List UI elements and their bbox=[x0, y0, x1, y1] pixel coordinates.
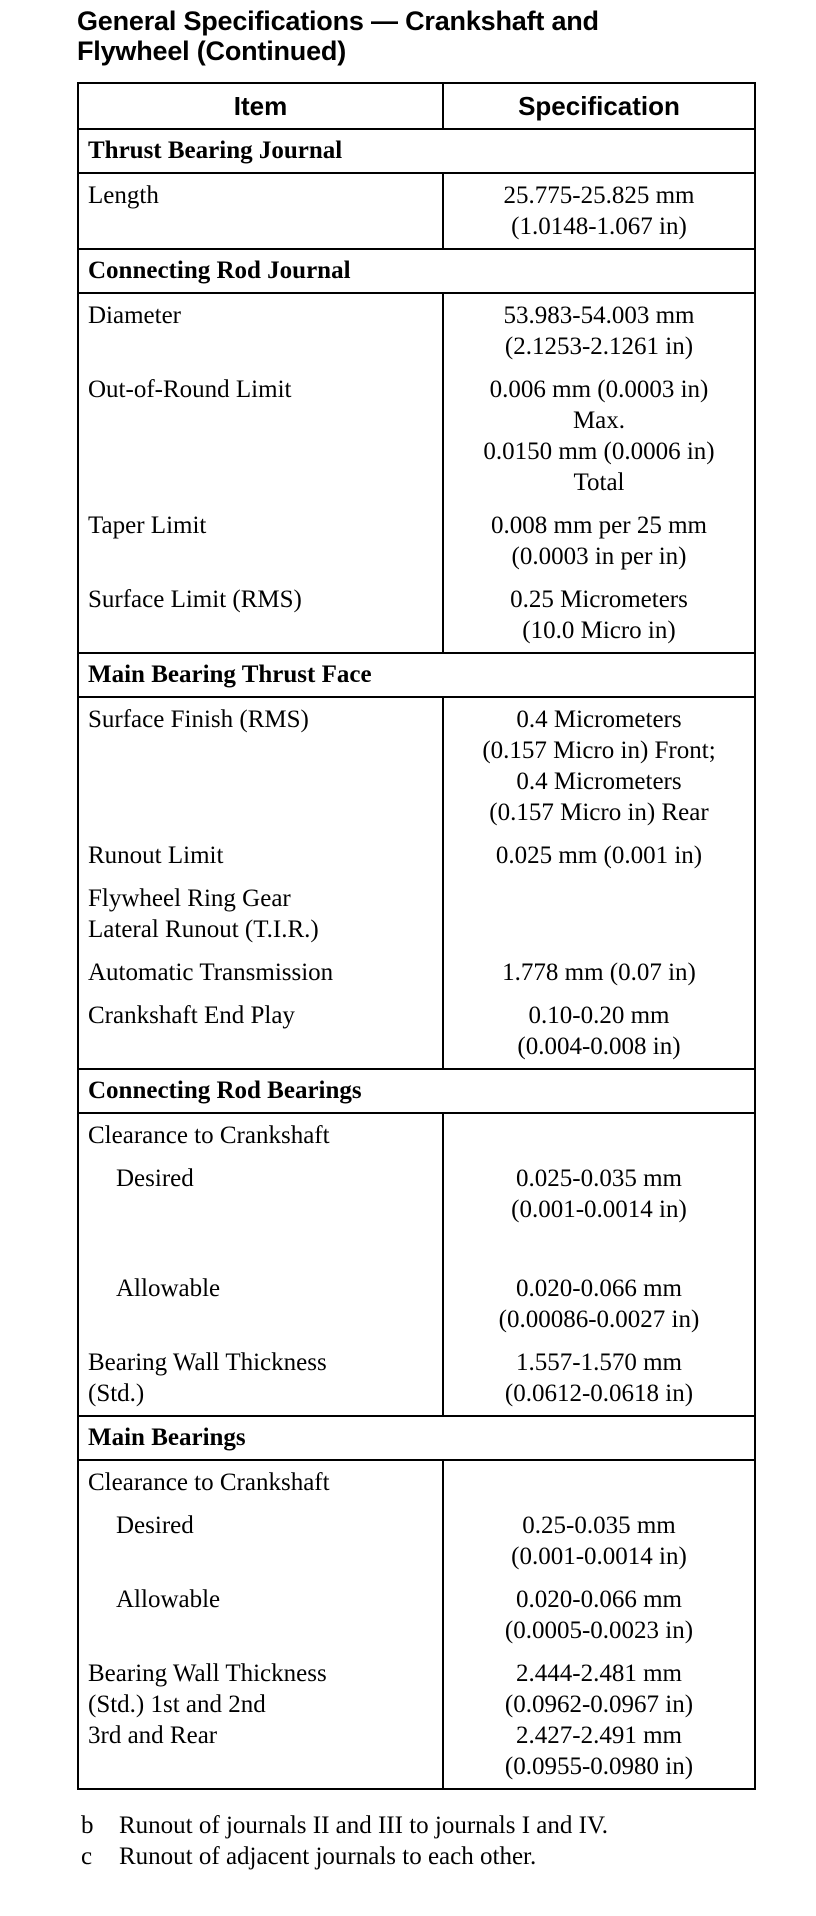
header-specification: Specification bbox=[443, 83, 755, 129]
section-title: Thrust Bearing Journal bbox=[78, 129, 755, 173]
table-row bbox=[78, 697, 755, 834]
item-text: Runout Limit bbox=[88, 842, 224, 869]
item-cell bbox=[78, 1504, 443, 1578]
item-text: Flywheel Ring Gear bbox=[88, 885, 291, 912]
spec-text: (0.00086-0.0027 in) bbox=[498, 1306, 700, 1333]
spec-cell bbox=[443, 1652, 755, 1789]
table-row bbox=[78, 1157, 755, 1267]
item-text: Out-of-Round Limit bbox=[88, 376, 292, 403]
item-text: Clearance to Crankshaft bbox=[88, 1469, 330, 1496]
section-row bbox=[78, 249, 755, 293]
spec-text: 0.025 mm (0.001 in) bbox=[495, 842, 703, 869]
item-text: Bearing Wall Thickness bbox=[88, 1349, 327, 1376]
table-body bbox=[78, 129, 755, 1789]
item-cell bbox=[78, 504, 443, 578]
item-text: Allowable bbox=[116, 1586, 221, 1613]
item-cell bbox=[78, 1341, 443, 1416]
spec-text: 0.020-0.066 mm bbox=[516, 1586, 682, 1613]
spec-text: 0.25-0.035 mm bbox=[522, 1512, 676, 1539]
item-cell bbox=[78, 697, 443, 834]
item-text: Lateral Runout (T.I.R.) bbox=[88, 916, 319, 943]
table-row bbox=[78, 994, 755, 1069]
spec-cell bbox=[443, 578, 755, 653]
item-cell bbox=[78, 293, 443, 368]
spec-text: (0.0005-0.0023 in) bbox=[504, 1617, 694, 1644]
item-cell bbox=[78, 1113, 443, 1157]
spec-cell bbox=[443, 1578, 755, 1652]
table-row bbox=[78, 578, 755, 653]
page-title bbox=[77, 6, 757, 66]
spec-text: (0.0955-0.0980 in) bbox=[504, 1753, 694, 1780]
footnote bbox=[77, 1810, 757, 1841]
item-text: Surface Limit (RMS) bbox=[88, 586, 302, 613]
table-row bbox=[78, 1652, 755, 1789]
item-text: Taper Limit bbox=[88, 512, 207, 539]
spec-table bbox=[77, 82, 756, 1790]
table-row bbox=[78, 877, 755, 951]
spec-cell bbox=[443, 1341, 755, 1416]
spec-text: (0.0612-0.0618 in) bbox=[504, 1380, 694, 1407]
spec-text: 25.775-25.825 mm bbox=[503, 182, 695, 209]
spec-text: Total bbox=[573, 469, 625, 496]
item-text: Bearing Wall Thickness bbox=[88, 1660, 327, 1687]
table-row bbox=[78, 1460, 755, 1504]
spec-text: 0.0150 mm (0.0006 in) bbox=[483, 438, 715, 465]
spec-cell bbox=[443, 1460, 755, 1504]
title-line-2: Flywheel (Continued) bbox=[77, 36, 346, 66]
spec-text: (0.004-0.008 in) bbox=[517, 1033, 681, 1060]
item-cell bbox=[78, 1267, 443, 1341]
spec-text: 1.557-1.570 mm bbox=[516, 1349, 682, 1376]
item-text: Desired bbox=[116, 1512, 194, 1539]
table-row bbox=[78, 368, 755, 504]
item-text: Desired bbox=[116, 1165, 194, 1192]
section-title: Connecting Rod Bearings bbox=[78, 1069, 755, 1113]
header-item: Item bbox=[78, 83, 443, 129]
spec-cell bbox=[443, 994, 755, 1069]
item-cell bbox=[78, 994, 443, 1069]
spec-text: 0.4 Micrometers bbox=[516, 768, 682, 795]
spec-text: (0.157 Micro in) Front; bbox=[482, 737, 716, 764]
spec-text: 0.4 Micrometers bbox=[516, 706, 682, 733]
spec-text: Max. bbox=[572, 407, 626, 434]
spec-text: (1.0148-1.067 in) bbox=[511, 213, 687, 240]
table-row bbox=[78, 834, 755, 877]
spec-cell bbox=[443, 504, 755, 578]
section-row bbox=[78, 1416, 755, 1460]
footnote bbox=[77, 1841, 757, 1872]
spec-cell bbox=[443, 1504, 755, 1578]
spec-text: (0.157 Micro in) Rear bbox=[489, 799, 709, 826]
table-header-row bbox=[78, 83, 755, 129]
item-text: Length bbox=[88, 182, 159, 209]
item-cell bbox=[78, 1652, 443, 1789]
title-line-1: General Specifications — Crankshaft and bbox=[77, 6, 599, 36]
table-row bbox=[78, 1578, 755, 1652]
spec-text: (0.001-0.0014 in) bbox=[511, 1196, 687, 1223]
section-row bbox=[78, 129, 755, 173]
spec-cell bbox=[443, 1157, 755, 1267]
item-cell bbox=[78, 1460, 443, 1504]
spec-cell bbox=[443, 951, 755, 994]
spec-text: (0.0962-0.0967 in) bbox=[504, 1691, 694, 1718]
spec-cell bbox=[443, 368, 755, 504]
spec-text: 53.983-54.003 mm bbox=[503, 302, 695, 329]
spec-cell bbox=[443, 1267, 755, 1341]
spec-text: 1.778 mm (0.07 in) bbox=[502, 959, 696, 986]
item-cell bbox=[78, 173, 443, 249]
spec-text: 0.025-0.035 mm bbox=[516, 1165, 682, 1192]
table-row bbox=[78, 293, 755, 368]
spec-text: 2.427-2.491 mm bbox=[516, 1722, 682, 1749]
item-cell bbox=[78, 834, 443, 877]
item-text: Clearance to Crankshaft bbox=[88, 1122, 330, 1149]
item-cell bbox=[78, 1578, 443, 1652]
spec-text: 0.020-0.066 mm bbox=[516, 1275, 682, 1302]
spec-text: (0.0003 in per in) bbox=[511, 543, 687, 570]
spec-text: 0.006 mm (0.0003 in) bbox=[489, 376, 709, 403]
spec-cell bbox=[443, 293, 755, 368]
item-text: (Std.) 1st and 2nd bbox=[88, 1691, 266, 1718]
spec-cell bbox=[443, 697, 755, 834]
spec-cell bbox=[443, 173, 755, 249]
spec-text: (10.0 Micro in) bbox=[522, 617, 676, 644]
table-row bbox=[78, 951, 755, 994]
footnotes bbox=[77, 1810, 757, 1872]
table-row bbox=[78, 1341, 755, 1416]
spec-cell bbox=[443, 877, 755, 951]
table-row bbox=[78, 1113, 755, 1157]
footnote-text: Runout of journals II and III to journals I and IV. bbox=[119, 1812, 609, 1839]
item-cell bbox=[78, 951, 443, 994]
footnote-text: Runout of adjacent journals to each other. bbox=[119, 1843, 537, 1870]
document bbox=[77, 0, 757, 1872]
section-title: Main Bearings bbox=[78, 1416, 755, 1460]
item-cell bbox=[78, 578, 443, 653]
table-row bbox=[78, 504, 755, 578]
section-title: Main Bearing Thrust Face bbox=[78, 653, 755, 697]
item-text: 3rd and Rear bbox=[88, 1722, 218, 1749]
item-text: Diameter bbox=[88, 302, 182, 329]
footnote-mark: b bbox=[81, 1812, 94, 1839]
table-row bbox=[78, 1504, 755, 1578]
item-cell bbox=[78, 368, 443, 504]
footnote-mark: c bbox=[81, 1843, 93, 1870]
item-text: (Std.) bbox=[88, 1380, 145, 1407]
spec-text: 0.25 Micrometers bbox=[510, 586, 688, 613]
spec-cell bbox=[443, 1113, 755, 1157]
section-title: Connecting Rod Journal bbox=[78, 249, 755, 293]
item-cell bbox=[78, 1157, 443, 1267]
spec-text: (2.1253-2.1261 in) bbox=[504, 333, 694, 360]
spec-text: 2.444-2.481 mm bbox=[516, 1660, 682, 1687]
item-text: Allowable bbox=[116, 1275, 221, 1302]
item-text: Surface Finish (RMS) bbox=[88, 706, 309, 733]
spec-text: 0.008 mm per 25 mm bbox=[491, 512, 707, 539]
item-cell bbox=[78, 877, 443, 951]
spec-text: 0.10-0.20 mm bbox=[528, 1002, 670, 1029]
table-row bbox=[78, 173, 755, 249]
section-row bbox=[78, 1069, 755, 1113]
spec-cell bbox=[443, 834, 755, 877]
table-row bbox=[78, 1267, 755, 1341]
item-text: Automatic Transmission bbox=[88, 959, 334, 986]
section-row bbox=[78, 653, 755, 697]
spec-text: (0.001-0.0014 in) bbox=[511, 1543, 687, 1570]
item-text: Crankshaft End Play bbox=[88, 1002, 295, 1029]
